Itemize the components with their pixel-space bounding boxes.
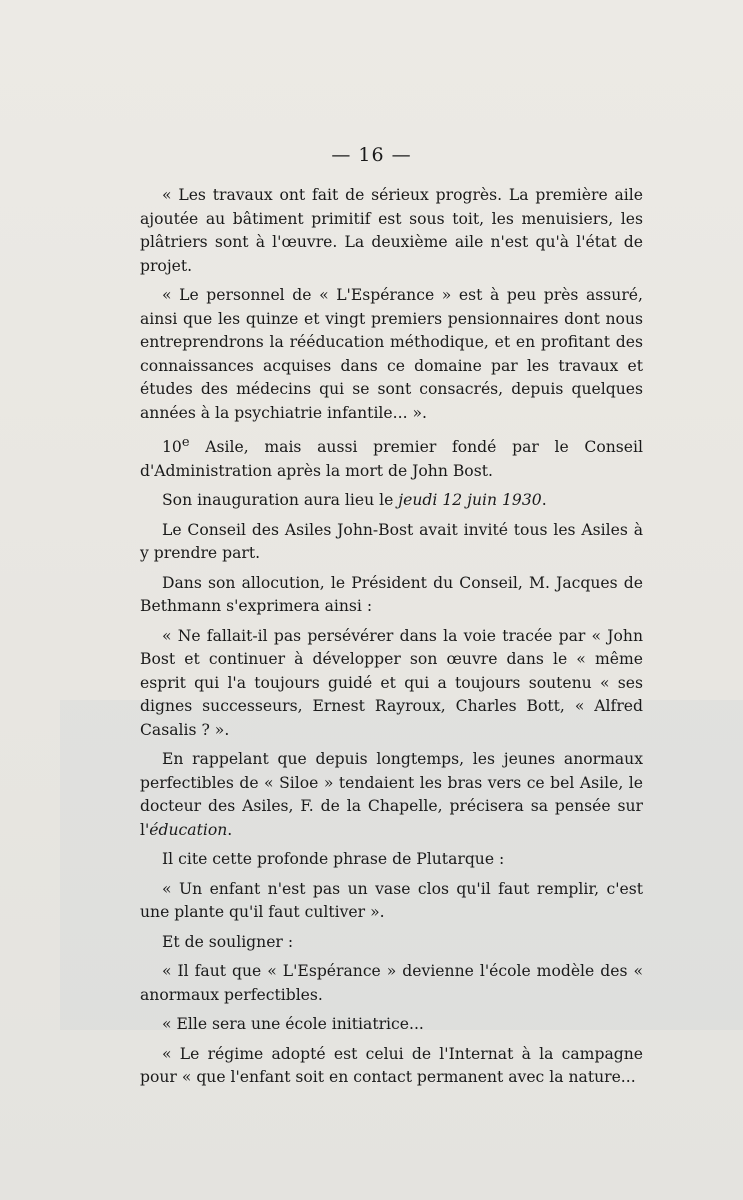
page-number: — 16 — xyxy=(331,144,412,166)
quote-president: « Ne fallait-il pas persévérer dans la voie tracée par « John Bost et continuer à développer son œuvre dans le « même esprit qui l'a toujours guidé et qui a toujours soutenu « ses dignes successeurs, Ernest Rayroux, Charles Bott, « Alfred Casalis ? ». xyxy=(140,626,643,739)
education-word: éducation xyxy=(149,820,228,839)
ordinal-suffix: e xyxy=(181,435,190,450)
paragraph-plutarch: Il cite cette profonde phrase de Plutarque : xyxy=(162,850,505,869)
quote-initiating-school: « Elle sera une école initiatrice... xyxy=(162,1015,424,1034)
paragraph-emphasis: Et de souligner : xyxy=(162,932,294,951)
paragraph-tenth-asylum: 10e Asile, mais aussi premier fondé par le Conseil d'Administration après la mort de John Bost. xyxy=(140,435,643,480)
paragraph-president-speech: Dans son allocution, le Président du Conseil, M. Jacques de Bethmann s'exprimera ainsi : xyxy=(140,573,643,616)
inauguration-date: jeudi 12 juin 1930 xyxy=(398,491,542,510)
paragraph-inauguration: Son inauguration aura lieu le jeudi 12 juin 1930. xyxy=(162,491,547,510)
paragraph-invitation: Le Conseil des Asiles John-Bost avait invité tous les Asiles à y prendre part. xyxy=(140,520,643,563)
body-text xyxy=(140,184,643,1096)
asylum-number: 10 xyxy=(162,438,182,457)
quote-model-school: « Il faut que « L'Espérance » devienne l'école modèle des « anormaux perfectibles. xyxy=(140,962,643,1004)
quote-boarding-regime: « Le régime adopté est celui de l'Internat à la campagne pour « que l'enfant soit en contact permanent avec la nature... xyxy=(140,1044,643,1087)
paragraph-construction-progress: « Les travaux ont fait de sérieux progrès. La première aile ajoutée au bâtiment primitif est sous toit, les menuisiers, les plâtriers sont à l'œuvre. La deuxième aile n'est qu'à l'état de projet. xyxy=(140,186,643,275)
quote-plutarch: « Un enfant n'est pas un vase clos qu'il faut remplir, c'est une plante qu'il faut cultiver ». xyxy=(140,879,643,922)
paragraph-staff: « Le personnel de « L'Espérance » est à peu près assuré, ainsi que les quinze et vingt premiers pensionnaires dont nous entreprendrons la rééducation méthodique, et en profitant des connaissances acquises dans ce domaine par les travaux et études des médecins qui se sont consacrés, depuis quelques années à la psychiatrie infantile... ». xyxy=(140,286,643,422)
paragraph-doctor: En rappelant que depuis longtemps, les jeunes anormaux perfectibles de « Siloe » tendaient les bras vers ce bel Asile, le docteur des Asiles, F. de la Chapelle, précisera sa pensée sur l'éducation. xyxy=(140,750,643,839)
